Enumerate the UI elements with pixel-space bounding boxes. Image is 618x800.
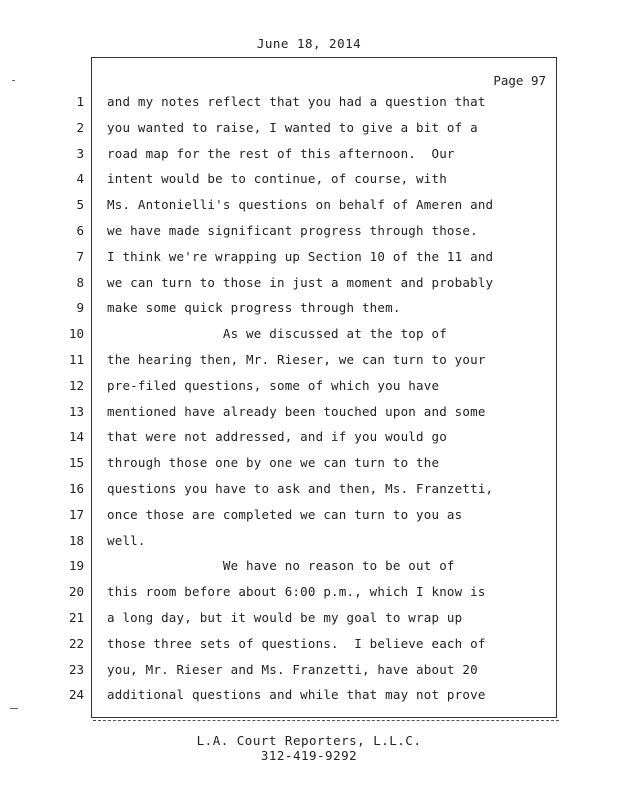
- line-number: 12: [68, 378, 84, 393]
- line-number: 20: [68, 584, 84, 599]
- transcript-line: As we discussed at the top of: [107, 326, 447, 341]
- line-number: 21: [68, 610, 84, 625]
- line-number: 7: [76, 249, 84, 264]
- line-number: 22: [68, 636, 84, 651]
- line-number: 5: [76, 197, 84, 212]
- transcript-line: intent would be to continue, of course, with: [107, 171, 447, 186]
- transcript-line: well.: [107, 533, 146, 548]
- line-number: 18: [68, 533, 84, 548]
- transcript-line: those three sets of questions. I believe each of: [107, 636, 486, 651]
- line-number: 24: [68, 687, 84, 702]
- transcript-line: you, Mr. Rieser and Ms. Franzetti, have about 20: [107, 662, 478, 677]
- line-number: 1: [76, 94, 84, 109]
- transcript-line: mentioned have already been touched upon and some: [107, 404, 486, 419]
- line-number: 14: [68, 429, 84, 444]
- transcript-line: a long day, but it would be my goal to wrap up: [107, 610, 463, 625]
- transcript-line: pre-filed questions, some of which you have: [107, 378, 440, 393]
- transcript-line: once those are completed we can turn to you as: [107, 507, 463, 522]
- transcript-line: We have no reason to be out of: [107, 558, 455, 573]
- line-number: 2: [76, 120, 84, 135]
- transcript-line: make some quick progress through them.: [107, 300, 401, 315]
- line-number: 15: [68, 455, 84, 470]
- line-number: 16: [68, 481, 84, 496]
- transcript-line: we have made significant progress through those.: [107, 223, 478, 238]
- court-reporter-name: L.A. Court Reporters, L.L.C.: [196, 733, 422, 748]
- line-number: 13: [68, 404, 84, 419]
- line-number: 6: [76, 223, 84, 238]
- line-number: 10: [68, 326, 84, 341]
- transcript-line: we can turn to those in just a moment and probably: [107, 275, 494, 290]
- transcript-line: questions you have to ask and then, Ms. Franzetti,: [107, 481, 494, 496]
- line-number: 19: [68, 558, 84, 573]
- page-number: Page 97: [493, 73, 546, 88]
- line-number: 3: [76, 146, 84, 161]
- line-number: 23: [68, 662, 84, 677]
- page-bottom-rule: [93, 720, 559, 721]
- line-number: 11: [68, 352, 84, 367]
- transcript-date: June 18, 2014: [256, 36, 362, 51]
- transcript-line: Ms. Antonielli's questions on behalf of Ameren and: [107, 197, 494, 212]
- transcript-line: I think we're wrapping up Section 10 of the 11 and: [107, 249, 494, 264]
- transcript-line: road map for the rest of this afternoon. Our: [107, 146, 455, 161]
- transcript-line: and my notes reflect that you had a question that: [107, 94, 486, 109]
- transcript-line: the hearing then, Mr. Rieser, we can turn to your: [107, 352, 486, 367]
- court-reporter-phone: 312-419-9292: [260, 748, 358, 763]
- line-number: 8: [76, 275, 84, 290]
- transcript-line: that were not addressed, and if you would go: [107, 429, 447, 444]
- line-number: 9: [76, 300, 84, 315]
- transcript-line: you wanted to raise, I wanted to give a bit of a: [107, 120, 478, 135]
- transcript-line: this room before about 6:00 p.m., which I know is: [107, 584, 486, 599]
- transcript-line: additional questions and while that may not prove: [107, 687, 486, 702]
- transcript-line: through those one by one we can turn to the: [107, 455, 440, 470]
- line-number: 17: [68, 507, 84, 522]
- scan-speck: [10, 708, 18, 709]
- scan-speck: [12, 80, 15, 81]
- line-number: 4: [76, 171, 84, 186]
